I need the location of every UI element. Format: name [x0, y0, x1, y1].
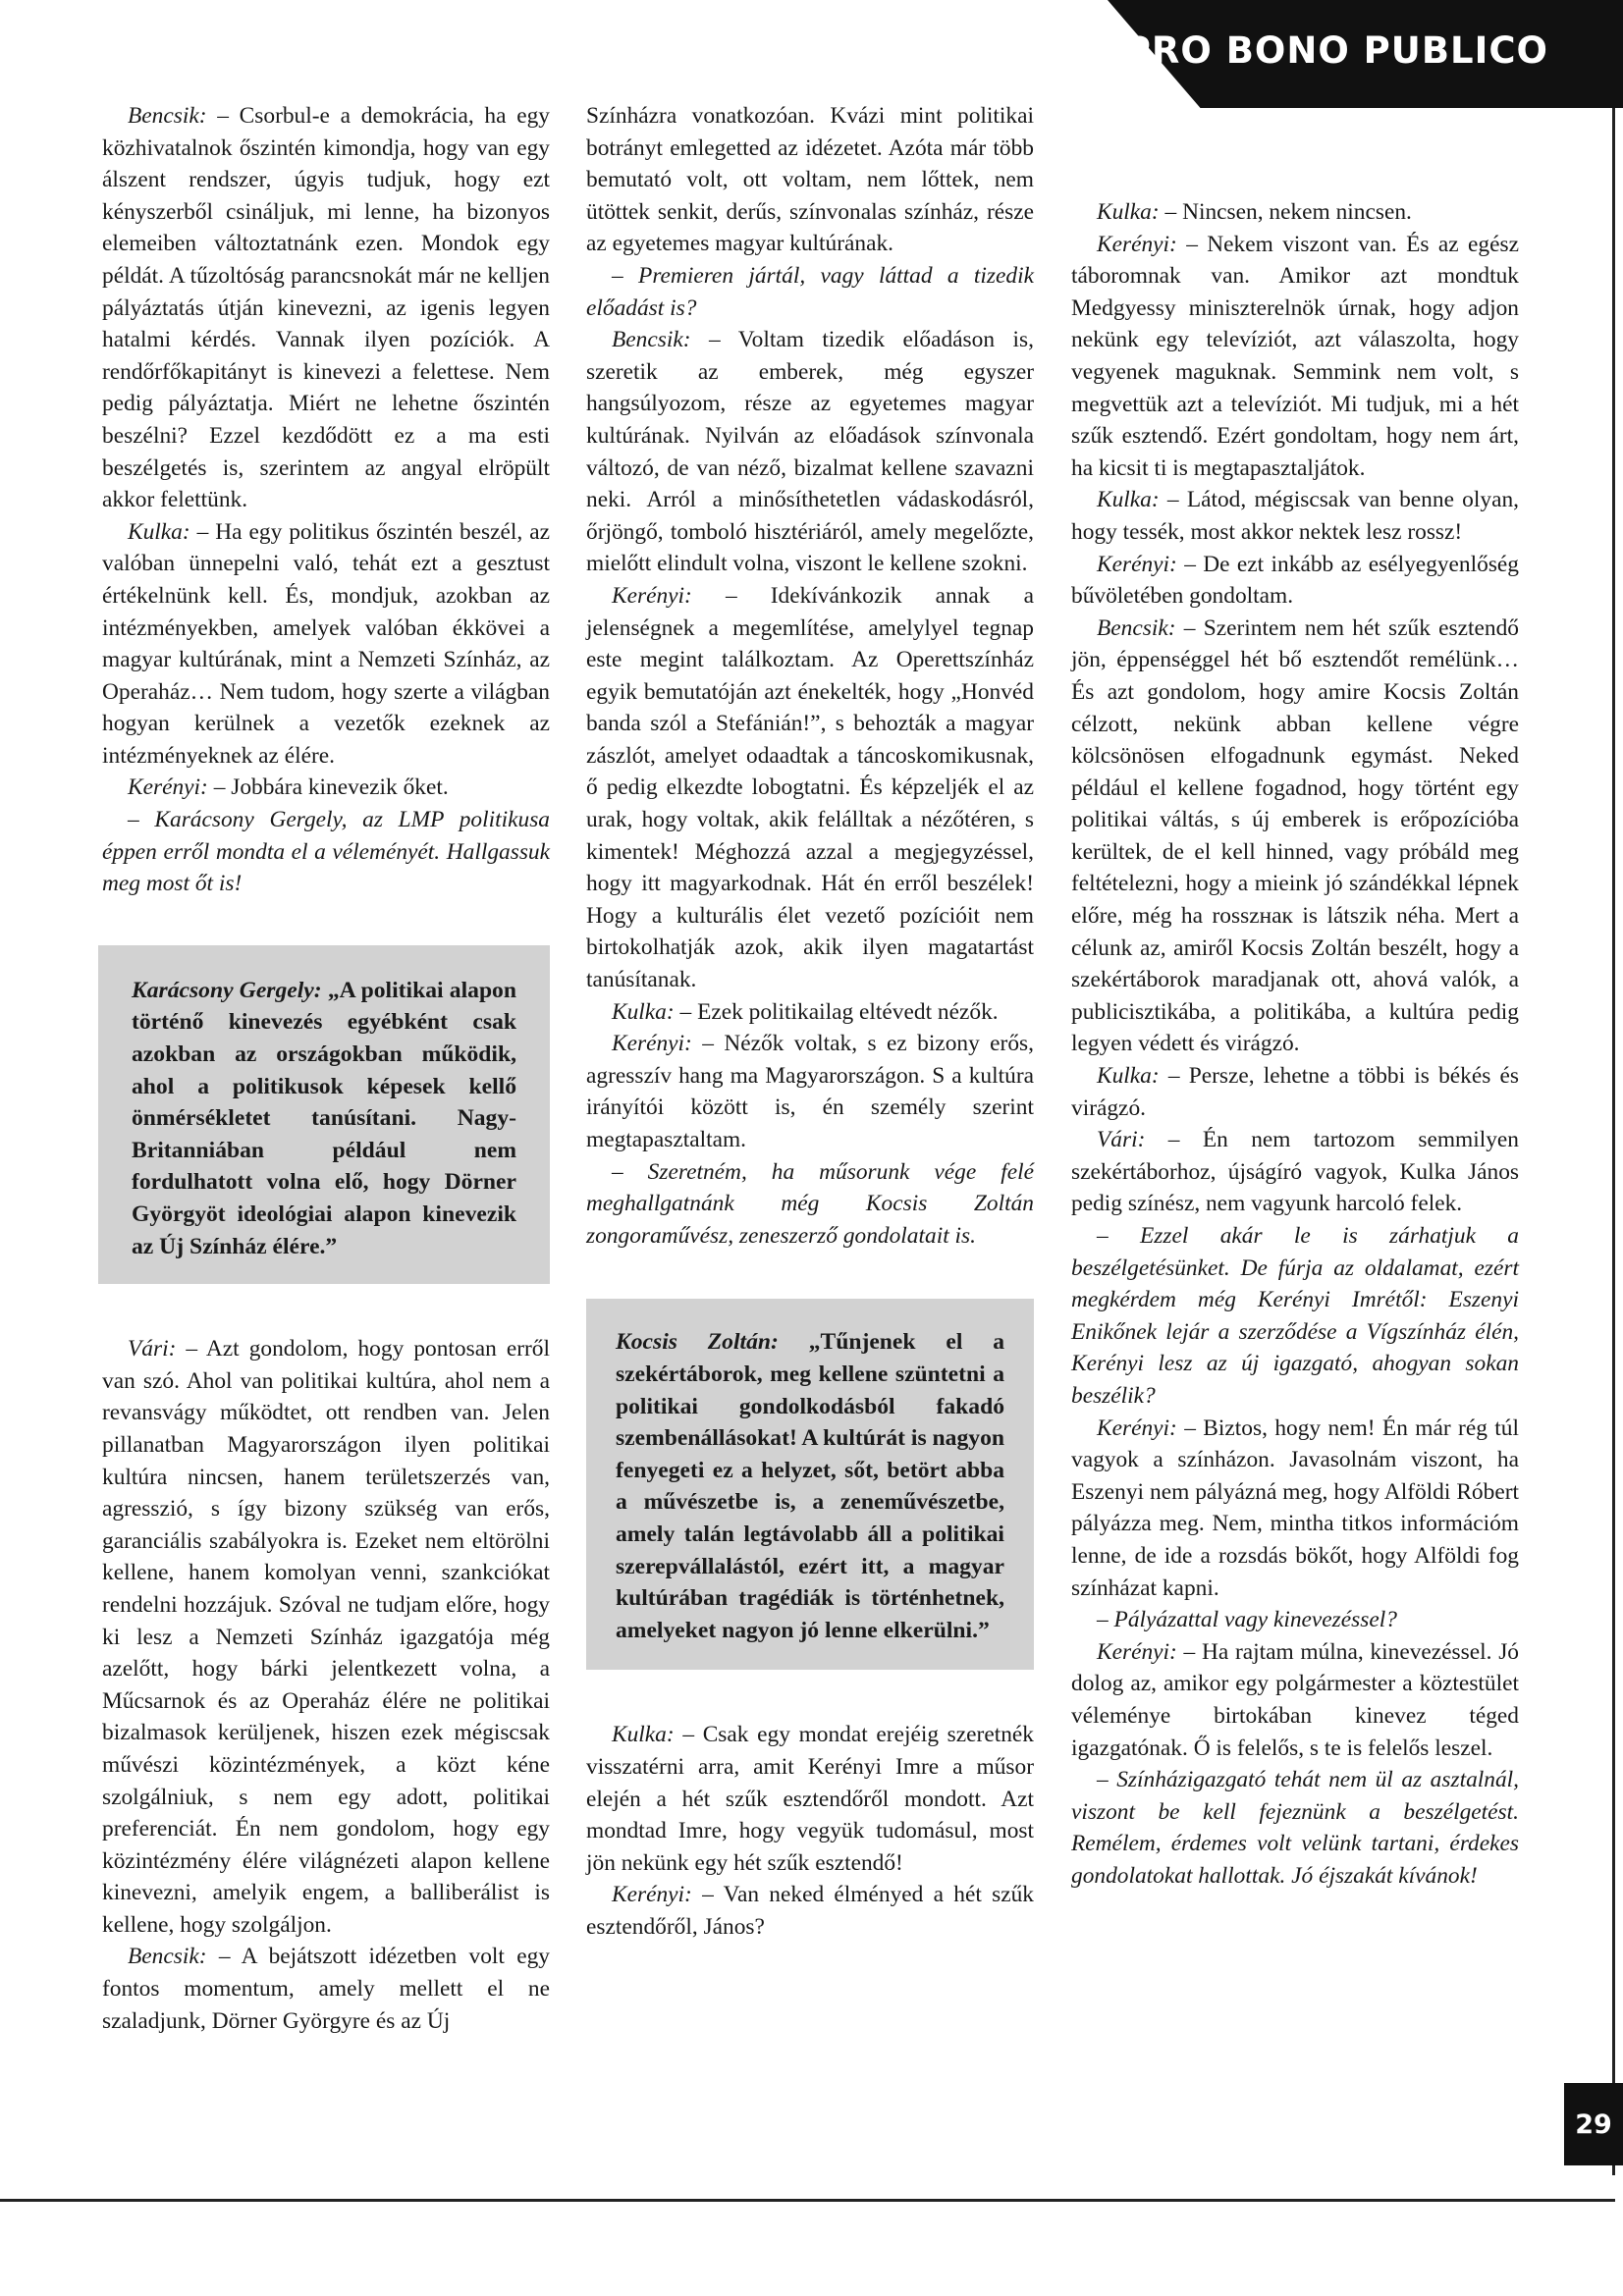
paragraph-text: – Biztos, hogy nem! Én már rég túl vagyok a színházon. Javasolnám viszont, ha Eszenyi nem pályázná meg, hogy Alföldi Róbert pályázza meg. Nem, mintha titkos információm lenne, de ide a rozsdás bökőt, hogy Alföldi fog színházat kapni. [1071, 1415, 1519, 1601]
dialogue-paragraph [102, 1333, 550, 1941]
dialogue-paragraph [586, 324, 1034, 580]
speaker-name: Kerényi: [1097, 231, 1177, 257]
moderator-question [586, 1156, 1034, 1253]
pull-quote-kocsis [586, 1299, 1034, 1670]
paragraph-text: – Nézők voltak, s ez bizony erős, agresszív hang ma Magyarországon. S a kultúra irányítói között is, én személy szerint megtapasztaltam. [586, 1031, 1034, 1152]
speaker-name: Kulka: [1097, 199, 1160, 225]
paragraph-text: – De ezt inkább az esélyegyenlőség bűvöletében gondoltam. [1071, 551, 1519, 610]
dialogue-paragraph [102, 772, 550, 804]
section-title: PRO BONO PUBLICO [1123, 29, 1548, 72]
pull-quote-karacsony [98, 945, 550, 1284]
text-paragraph [586, 100, 1034, 260]
paragraph-text: – Premieren jártál, vagy láttad a tizedik előadást is? [586, 262, 1034, 321]
paragraph-text: – Én nem tartozom semmilyen szekértáborhoz, újságíró vagyok, Kulka János pedig színész, nem vagyunk harcoló felek. [1071, 1127, 1519, 1217]
quote-text: „Tűnjenek el a szekértáborok, meg kellene szüntetni a politikai gondolkodásból fakadó szembenállásokat! A kultúrát is nagyon fenyegeti ez a helyzet, sőt, betört abba a művészetbe is, a zeneművészetbe, amely talán legtávolabb áll a politikai szerepvállalástól, ezért itt, a magyar kultúrában tragédiák is történhetnek, amelyeket nagyon jó lenne elkerülni.” [616, 1329, 1005, 1643]
speaker-name: Bencsik: [128, 103, 207, 129]
speaker-name: Kerényi: [612, 582, 692, 609]
dialogue-paragraph [1071, 484, 1519, 548]
article-column-3 [1071, 196, 1519, 1892]
paragraph-text: – Nekem viszont van. És az egész táboromnak van. Amikor azt mondtuk Medgyessy miniszterelnök úrnak, hogy adjon nekünk egy televíziót, azt válaszolta, hogy vegyenek maguknak. Semmink nem volt, s megvettük azt a televíziót. Mi tudjuk, mi a hét szűk esztendő. Ezért gondoltam, hogy nem árt, ha kicsit ti is megtapasztaljátok. [1071, 231, 1519, 481]
dialogue-paragraph [102, 516, 550, 773]
speaker-name: Kulka: [1097, 1063, 1160, 1090]
paragraph-text: – Nincsen, nekem nincsen. [1159, 199, 1412, 225]
paragraph-text: – Jobbára kinevezik őket. [207, 774, 449, 801]
page-frame-right [1612, 108, 1615, 2175]
paragraph-text: – Persze, lehetne a többi is békés és virágzó. [1071, 1063, 1519, 1121]
dialogue-paragraph [102, 100, 550, 516]
paragraph-text: – Szerintem nem hét szűk esztendő jön, éppenséggel hét bő esztendőt remélünk… És azt gondolom, hogy amire Kocsis Zoltán célzott, nekünk abban kellene végre kölcsönösen elfogadnunk egymást. Neked például el kellene fogadnod, hogy történt egy politikai váltás, s új emberek is erőpozícióba kerültek, de el kell hinned, vagy próbáld meg feltételezni, hogy a mieink jó szándékkal lépnek előre, még ha rosszнак is látszik néha. Mert a célunk az, amiről Kocsis Zoltán beszélt, hogy a szekértáborok maradjanak ott, ahová valók, a publicisztikába, a politikába, a kultúra pedig legyen védett és virágzó. [1071, 614, 1519, 1057]
quote-text: „A politikai alapon történő kinevezés egyébként csak azokban az országokban működik, ahol a politikusok képesek kellő önmérsékletet tanúsítani. Nagy-Britanniában például nem fordulhatott volna elő, hogy Dörner Györgyöt ideológiai alapon kinevezik az Új Színház élére.” [132, 977, 516, 1259]
paragraph-text: – Karácsony Gergely, az LMP politikusa éppen erről mondta el a véleményét. Hallgassuk meg most őt is! [102, 807, 550, 897]
moderator-question [1071, 1220, 1519, 1413]
moderator-question [102, 804, 550, 900]
speaker-name: Kulka: [128, 518, 190, 545]
speaker-name: Bencsik: [128, 1944, 207, 1970]
speaker-name: Vári: [128, 1336, 177, 1362]
moderator-question [1071, 1764, 1519, 1892]
quote-speaker: Kocsis Zoltán: [616, 1329, 779, 1356]
speaker-name: Kulka: [1097, 487, 1160, 513]
dialogue-paragraph [1071, 229, 1519, 485]
paragraph-text: – Ha egy politikus őszintén beszél, az valóban ünnepelni való, tehát ezt a gesztust értékelnünk kell. És, mondjuk, azokban az intézményekben, amelyek valóban ékkövei a magyar kultúrának, mint a Nemzeti Színház, az Operaház… Nem tudom, hogy szerte a világban hogyan kerülnek a vezetők ezeknek az intézményeknek az élére. [102, 518, 550, 769]
moderator-question [586, 260, 1034, 324]
paragraph-text: – Szeretném, ha műsorunk vége felé meghallgatnánk még Kocsis Zoltán zongoraművész, zeneszerző gondolatait is. [586, 1158, 1034, 1249]
dialogue-paragraph [1071, 196, 1519, 229]
speaker-name: Kerényi: [1097, 1638, 1177, 1665]
dialogue-paragraph [1071, 549, 1519, 613]
paragraph-text: – Pályázattal vagy kinevezéssel? [1097, 1607, 1397, 1633]
dialogue-paragraph [586, 1719, 1034, 1879]
paragraph-text: – Színházigazgató tehát nem ül az asztalnál, viszont be kell fejeznünk a beszélgetést. Remélem, érdemes volt velünk tartani, érdekes gondolatokat hallottak. Jó éjszakát kívánok! [1071, 1767, 1519, 1889]
paragraph-text: – A bejátszott idézetben volt egy fontos momentum, amely mellett el ne szaladjunk, Dörner Györgyre és az Új [102, 1944, 550, 2034]
speaker-name: Kerényi: [612, 1031, 692, 1057]
dialogue-paragraph [102, 1941, 550, 2037]
paragraph-text: – Ezek politikailag eltévedt nézők. [674, 998, 999, 1025]
article-column-2 [586, 100, 1034, 1943]
dialogue-paragraph [1071, 1060, 1519, 1124]
dialogue-paragraph [586, 1028, 1034, 1155]
dialogue-paragraph [586, 996, 1034, 1029]
paragraph-text: – Ha rajtam múlna, kinevezéssel. Jó dolog az, amikor egy polgármester a köztestület véleménye birtokában kinevez téged igazgatónak. Ő is felelős, s te is felelős leszel. [1071, 1638, 1519, 1761]
paragraph-text: – Voltam tizedik előadáson is, szeretik az emberek, még egyszer hangsúlyozom, része az egyetemes magyar kultúrának. Nyilván az előadások színvonala változó, de van néző, bizalmat kellene szavazni neki. Arról a minősíthetetlen vádaskodásról, őrjöngő, tomboló hisztériáról, amely megelőzte, mielőtt elindult volna, viszont le kellene szokni. [586, 327, 1034, 577]
paragraph-text: – Ezzel akár le is zárhatjuk a beszélgetésünket. De fúrja az oldalamat, ezért megkérdem még Kerényi Imrétől: Eszenyi Enikőnek lejár a szerződése a Vígszínház élén, Kerényi lesz az új igazgató, ahogyan sokan beszélik? [1071, 1223, 1519, 1409]
speaker-name: Kulka: [612, 998, 675, 1025]
speaker-name: Kerényi: [128, 774, 208, 801]
speaker-name: Kulka: [612, 1722, 675, 1748]
dialogue-paragraph [1071, 613, 1519, 1060]
speaker-name: Kerényi: [1097, 551, 1177, 577]
page-number: 29 [1564, 2083, 1623, 2165]
paragraph-text: – Látod, mégiscsak van benne olyan, hogy tessék, most akkor nektek lesz rossz! [1071, 487, 1519, 545]
paragraph-text: – Azt gondolom, hogy pontosan erről van szó. Ahol van politikai kultúra, ahol nem a revansvágy működtet, ott rendben van. Jelen pillanatban Magyarországon ilyen politikai kultúra nincsen, hanem területszerzés van, agresszió, s így bizony szükség van erős, garanciális szabályokra is. Ezeket nem eltörölni kellene, hanem komolyan venni, szankciókat rendelni hozzájuk. Szóval ne tudjam előre, hogy ki lesz a Nemzeti Színház igazgatója még azelőtt, hogy bárki jelentkezett volna, a Műcsarnok és az Operaház élére ne politikai bizalmasok kerüljenek, hiszen ezek mégiscsak művészi közintézmények, a közt kéne szolgálniuk, s nem egy adott, politikai preferenciát. Én nem gondolom, hogy egy közintézmény élére világnézeti alapon kellene kinevezni, amelyik engem, a balliberálist is kellene, hogy szolgáljon. [102, 1336, 550, 1938]
dialogue-paragraph [1071, 1636, 1519, 1764]
speaker-name: Vári: [1097, 1127, 1146, 1153]
article-column-1 [102, 100, 550, 2037]
dialogue-paragraph [586, 580, 1034, 996]
page-frame-bottom [0, 2199, 1615, 2202]
quote-speaker: Karácsony Gergely: [132, 977, 322, 1003]
speaker-name: Kerényi: [612, 1882, 692, 1908]
dialogue-paragraph [1071, 1413, 1519, 1605]
speaker-name: Bencsik: [1097, 614, 1176, 641]
speaker-name: Kerényi: [1097, 1415, 1177, 1441]
paragraph-text: Színházra vonatkozóan. Kvázi mint politikai botrányt emlegetted az idézetet. Azóta már több bemutató volt, ott voltam, nem lőttek, nem ütöttek senkit, derűs, színvonalas színház, része az egyetemes magyar kultúrának. [586, 103, 1034, 257]
speaker-name: Bencsik: [612, 327, 691, 353]
paragraph-text: – Idekívánkozik annak a jelenségnek a megemlítése, amelylyel tegnap este megint találkoztam. Az Operettszínház egyik bemutatóján azt énekelték, hogy „Honvéd banda szól a Stefánián!”, s behozták a magyar zászlót, amelyet odaadtak a táncoskomikusnak, ő pedig elkezdte lobogtatni. És képzeljék el az urak, hogy voltak, akik felálltak a nézőtéren, s kimentek! Méghozzá azzal a megjegyzéssel, hogy itt magyarkodnak. Hát én erről beszélek! Hogy a kulturális élet vezető pozícióit nem birtokolhatják azok, akik ilyen magatartást tanúsítanak. [586, 582, 1034, 993]
paragraph-text: – Van neked élményed a hét szűk esztendőről, János? [586, 1882, 1034, 1940]
moderator-question [1071, 1604, 1519, 1636]
paragraph-text: – Csorbul-e a demokrácia, ha egy közhivatalnok őszintén kimondja, hogy van egy álszent rendszer, úgyis tudjuk, hogy ezt kényszerből csináljuk, mi lenne, ha bizonyos elemeiben változtatnánk ezen. Mondok egy példát. A tűzoltóság parancsnokát már ne kelljen pályáztatás útján kinevezni, az igenis legyen hatalmi kérdés. Vannak ilyen pozíciók. A rendőrfőkapitányt is kinevezi a felettese. Nem pedig pályáztatja. Miért ne lehetne őszintén beszélni? Ezzel kezdődött ez a ma esti beszélgetés is, szerintem az angyal elröpült akkor felettünk. [102, 103, 550, 513]
paragraph-text: – Csak egy mondat erejéig szeretnék visszatérni arra, amit Kerényi Imre a műsor elején a hét szűk esztendőről mondott. Azt mondtad Imre, hogy vegyük tudomásul, most jön nekünk egy hét szűk esztendő! [586, 1722, 1034, 1876]
dialogue-paragraph [586, 1879, 1034, 1943]
dialogue-paragraph [1071, 1124, 1519, 1220]
